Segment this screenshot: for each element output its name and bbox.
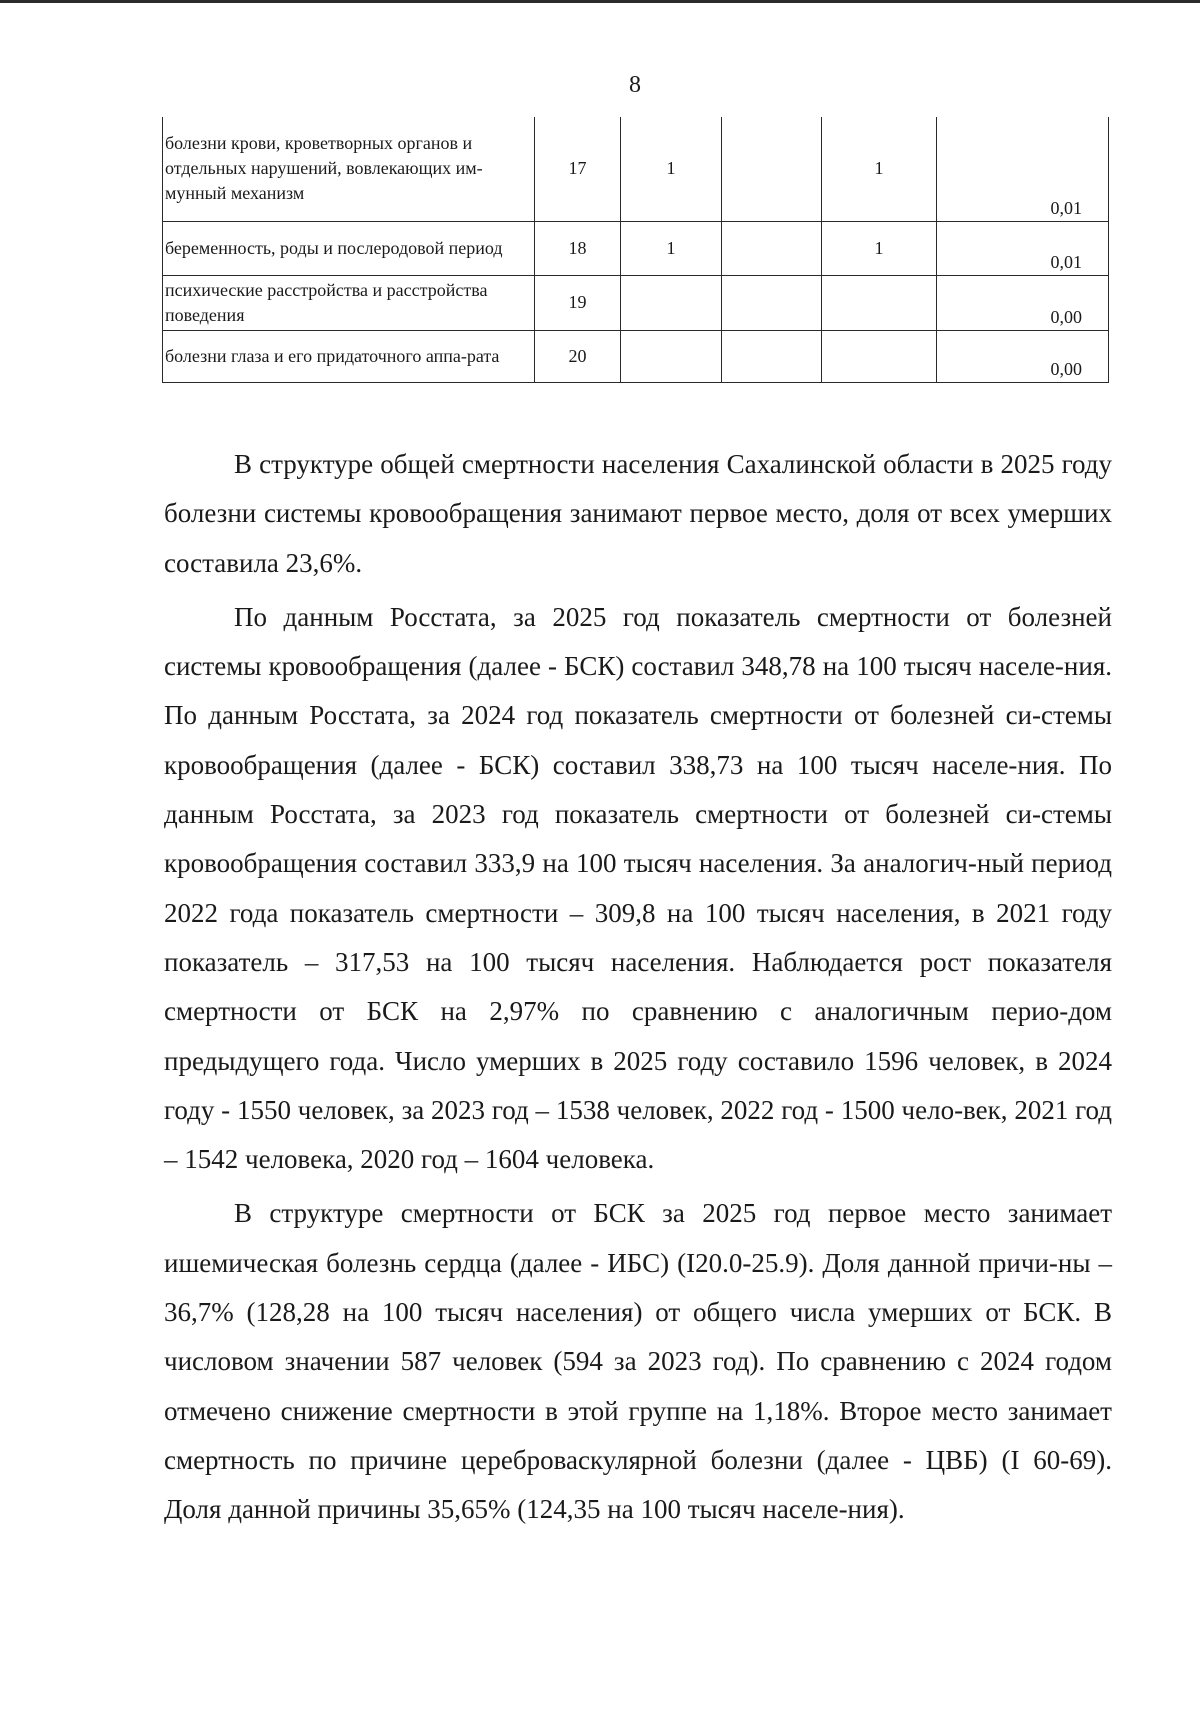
cause-name-cell: болезни глаза и его придаточного аппа-рата <box>163 330 535 382</box>
value-cell: 1 <box>822 221 937 275</box>
cause-name-cell: психические расстройства и расстройства поведения <box>163 275 535 330</box>
row-code-cell: 20 <box>535 330 621 382</box>
paragraph-bsk-rosstat: По данным Росстата, за 2025 год показатель смертности от болезней системы кровообращения (далее - БСК) составил 348,78 на 100 тысяч населе-ния. По данным Росстата, за 2024 год показатель смертности от болезней си-стемы кровообращения (далее - БСК) составил 338,73 на 100 тысяч населе-ния. По данным Росстата, за 2023 год показатель смертности от болезней си-стемы кровообращения составил 333,9 на 100 тысяч населения. За аналогич-ный период 2022 года показатель смертности – 309,8 на 100 тысяч населения, в 2021 году показатель – 317,53 на 100 тысяч населения. Наблюдается рост показателя смертности от БСК на 2,97% по сравнению с аналогичным перио-дом предыдущего года. Число умерших в 2025 году составило 1596 человек, в 2024 году - 1550 человек, за 2023 год – 1538 человек, 2022 год - 1500 чело-век, 2021 год – 1542 человека, 2020 год – 1604 человека. <box>164 601 1112 1175</box>
value-cell <box>621 275 722 330</box>
value-cell <box>722 117 822 221</box>
cause-name-cell: беременность, роды и послеродовой период <box>163 221 535 275</box>
table-row <box>163 330 1109 382</box>
row-code-cell: 19 <box>535 275 621 330</box>
table-row <box>163 221 1109 275</box>
value-cell <box>621 330 722 382</box>
page-number: 8 <box>629 72 641 98</box>
paragraph-total-mortality: В структуре общей смертности населения Сахалинской области в 2025 году болезни системы кровообращения занимают первое место, доля от всех умерших составила 23,6%. <box>164 449 1112 578</box>
row-code-cell: 18 <box>535 221 621 275</box>
mortality-table <box>162 117 1109 383</box>
share-cell: 0,01 <box>937 221 1109 275</box>
value-cell <box>822 275 937 330</box>
table-row <box>163 275 1109 330</box>
share-cell: 0,01 <box>937 117 1109 221</box>
value-cell <box>722 330 822 382</box>
share-cell: 0,00 <box>937 330 1109 382</box>
value-cell <box>722 275 822 330</box>
cause-name-cell: болезни крови, кроветворных органов и отдельных нарушений, вовлекающих им-мунный механизм <box>163 117 535 221</box>
table-row <box>163 117 1109 221</box>
paragraph-ibs-cvb: В структуре смертности от БСК за 2025 год первое место занимает ишемическая болезнь сердца (далее - ИБС) (I20.0-25.9). Доля данной причи-ны – 36,7% (128,28 на 100 тысяч населения) от общего числа умерших от БСК. В числовом значении 587 человек (594 за 2023 год). По сравнению с 2024 годом отмечено снижение смертности в этой группе на 1,18%. Второе место занимает смертность по причине цереброваскулярной болезни (далее - ЦВБ) (I 60-69). Доля данной причины 35,65% (124,35 на 100 тысяч населе-ния). <box>164 1198 1112 1525</box>
value-cell: 1 <box>621 221 722 275</box>
row-code-cell: 17 <box>535 117 621 221</box>
value-cell <box>822 330 937 382</box>
value-cell: 1 <box>621 117 722 221</box>
share-cell: 0,00 <box>937 275 1109 330</box>
value-cell <box>722 221 822 275</box>
body-text <box>164 440 1112 1540</box>
value-cell: 1 <box>822 117 937 221</box>
page-top-edge <box>0 0 1200 3</box>
